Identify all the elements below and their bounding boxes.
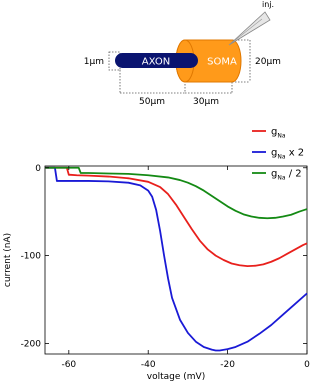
injection-label: inj. <box>262 0 275 9</box>
soma-label: SOMA <box>207 56 237 68</box>
axon-label: AXON <box>141 56 171 68</box>
x-tick-label: -40 <box>140 360 156 370</box>
iv-plot <box>3 127 310 381</box>
x-tick-label: -60 <box>61 360 77 370</box>
plot-curves <box>45 168 307 351</box>
legend-label-2: $g_{Na}$ x 2 <box>271 147 305 161</box>
axon-length-label: 50µm <box>139 97 165 107</box>
axon-diameter-label: 1µm <box>83 57 104 67</box>
legend-label-3: $g_{Na} / 2$ <box>271 168 302 182</box>
legend <box>252 127 304 182</box>
y-axis-label: current (nA) <box>3 232 13 288</box>
plot-frame <box>45 166 307 354</box>
neuron-schematic <box>84 0 281 107</box>
soma-diameter-label: 20µm <box>255 57 281 67</box>
series-line-2 <box>45 168 307 351</box>
y-tick-label: -200 <box>20 339 41 350</box>
x-tick-label: 0 <box>304 360 310 370</box>
legend-label-1: $g_{Na}$ <box>271 126 286 140</box>
y-tick-label: 0 <box>35 163 41 174</box>
x-axis-ticks <box>61 166 310 370</box>
series-line-1 <box>45 168 307 266</box>
soma-length-label: 30µm <box>193 97 219 107</box>
injection-electrode-icon <box>229 12 270 45</box>
x-axis-label: voltage (mV) <box>146 372 206 381</box>
x-tick-label: -20 <box>220 360 235 370</box>
y-tick-label: -100 <box>20 251 41 262</box>
